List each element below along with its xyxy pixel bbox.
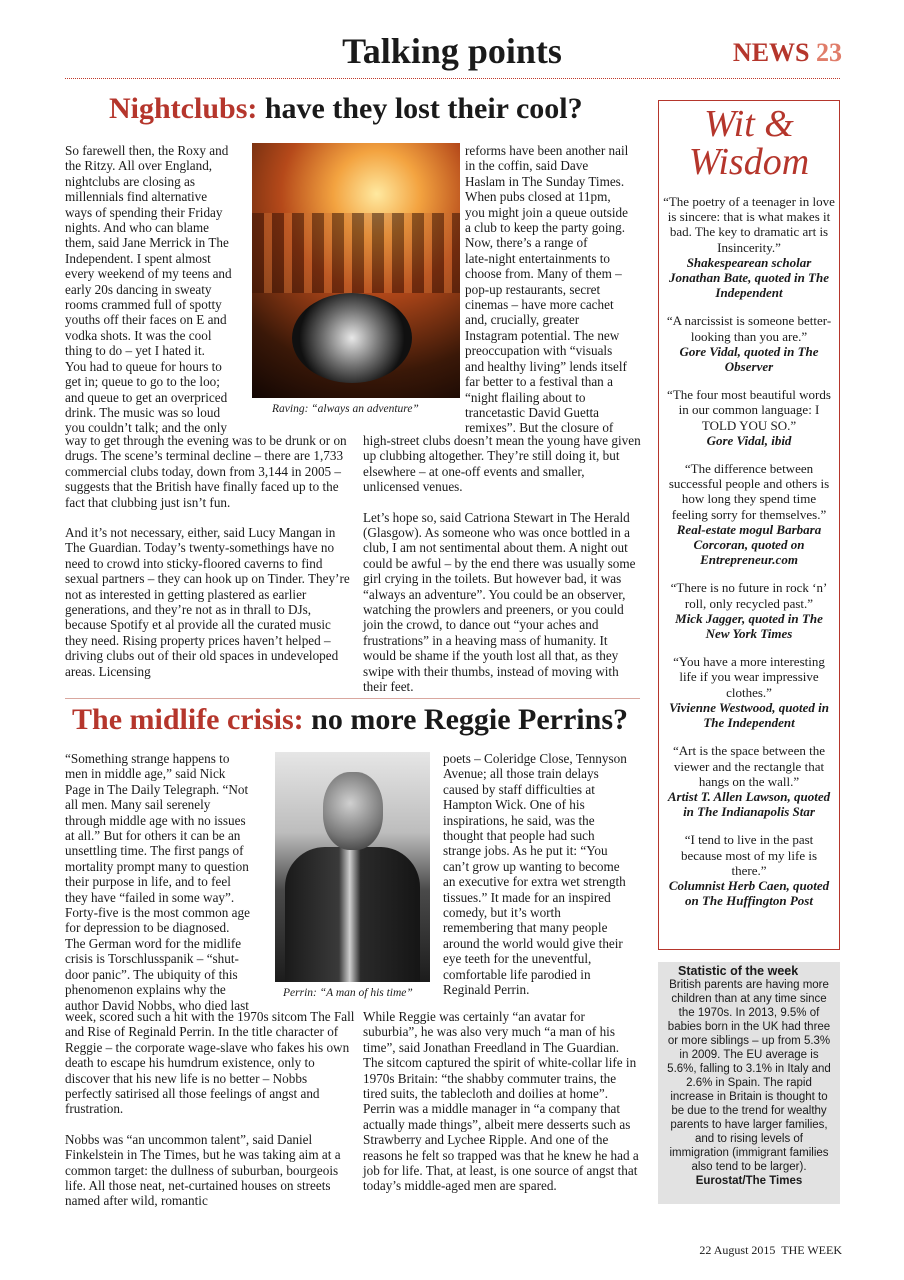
text-line: strange jobs. As he put it: “You [443,843,608,859]
text-line: When pubs closed at 11pm, [465,189,611,205]
statistic-box [658,962,840,1204]
quote-text: “The poetry of a teenager in love is sincere: that is what makes it bad. The key to dramatic art is Insincerity.” [663,194,835,255]
quote-item [659,743,839,819]
text-line: men in middle age,” said Nick [65,766,226,782]
article1-headline [109,92,583,126]
text-line: trancetastic David Guetta [465,404,600,420]
quote-text: “The four most beautiful words in our common language: I TOLD YOU SO.” [667,387,831,433]
quote-list [659,194,839,908]
text-line: eye teeth for the uneventful, [443,951,592,967]
quote-text: “A narcissist is someone better-looking than you are.” [666,313,832,344]
text-line: pop-up restaurants, secret [465,281,601,297]
quote-item [659,194,839,300]
quote-text: “I tend to live in the past because most of my life is there.” [680,832,818,878]
article2-headline [72,703,628,737]
text-line: poets – Coleridge Close, Tennyson [443,751,627,766]
quote-source: Gore Vidal, quoted in The Observer [679,343,819,375]
wit-title-line1: Wit & [704,103,794,145]
text-line: choose from. Many of them – [465,266,622,282]
page-title: Talking points [342,31,562,71]
article1-left-paragraph1: way to get through the evening was to be drunk or on drugs. The scene’s terminal decline – there are 1,733 commercial clubs today, down from 3,144 in 2005 – suggests that the British have finally faced up to the fact that clubbing just isn’t fun. [65,433,347,510]
text-line: late-night entertainments to [465,250,611,266]
text-line: them, said Jane Merrick in The [65,235,229,251]
footer-publication: THE WEEK [781,1243,842,1257]
quote-item [659,654,839,730]
quote-item [659,832,839,908]
article1-left-column [65,143,250,436]
text-line: The German word for the midlife [65,935,242,951]
statistic-title: Statistic of the week [678,964,799,978]
article2-headline-kicker: The midlife crisis: [72,703,304,736]
page-number: 23 [816,38,842,67]
article1-left-paragraph2: And it’s not necessary, either, said Lucy Mangan in The Guardian. Today’s twenty-somethings have no need to crowd into sticky-floored caverns to find sexual partners – they can hook up on Tinder. They’re not as interested in getting plastered as earlier generations, and they’re not as in thrall to DJs, because Spotify et al provide all the curated music they need. Rising property prices haven’t helped – driving clubs out of their old spaces in undeveloped areas. Licensing [65,525,350,679]
article2-left-paragraph2: Nobbs was “an uncommon talent”, said Daniel Finkelstein in The Times, but he was taking aim at a common target: the dullness of suburban, bourgeois life. All those neat, net-curtained houses on streets named after wild, romantic [65,1131,341,1209]
article1-right-body [363,433,641,710]
quote-item [659,580,839,641]
text-line: thing to do – yet I hated it. [65,343,205,359]
text-line: for depression to be diagnosed. [65,920,230,936]
text-line: Now, there’s a range of [465,235,588,251]
footer-date: 22 August 2015 [699,1243,776,1257]
text-line: and, crucially, greater [465,312,580,328]
nightclub-photo [252,143,460,398]
text-line: Instagram potential. The new [465,327,620,343]
section-label [733,38,842,68]
text-line: comedy, but it’s worth [443,905,561,921]
text-line: “Something strange happens to [65,751,230,766]
text-line: around the world would give their [443,935,623,951]
text-line: rooms crammed full of spotty [65,297,222,313]
text-line: in the coffin, said Dave [465,158,589,174]
text-line: a club to keep the party going. [465,220,626,236]
text-line: “night flailing about to [465,389,586,405]
text-line: youths off their faces on E and [65,312,227,328]
quote-text: “There is no future in rock ‘n’ roll, only recycled past.” [670,580,828,611]
reggie-perrin-photo [275,752,430,982]
text-line: they have “failed in some way”. [65,889,235,905]
text-line: caused by staff difficulties at [443,781,595,797]
text-line: thought that people had such [443,828,595,844]
text-line: ways of spending their Friday [65,204,223,220]
text-line: remixes”. But the closure of [465,420,614,436]
statistic-source: Eurostat/The Times [695,1175,803,1187]
text-line: and healthy living” lends itself [465,358,627,374]
text-line: Page in The Daily Telegraph. “Not [65,781,249,797]
text-line: through middle age with no issues [65,812,246,828]
text-line: their purpose in life, and to feel [65,874,231,890]
quote-source: Gore Vidal, ibid [706,432,792,448]
footer [699,1243,842,1258]
article2-left-column [65,751,275,1013]
text-line: get in; queue to go to the loo; [65,374,220,390]
text-line: all men. Many sail serenely [65,797,211,813]
text-line: reforms have been another nail [465,143,629,158]
text-line: mortality prompt many to question [65,858,249,874]
text-line: Haslam in The Sunday Times. [465,173,625,189]
text-line: drink. The music was so loud [65,404,221,420]
text-line: and queue to get an overpriced [65,389,228,405]
article1-left-body [65,433,350,694]
article2-right-paragraph1: While Reggie was certainly “an avatar for suburbia”, he was also very much “a man of his time”, said Jonathan Freedland in The Guardian. The sitcom captured the spirit of white-collar life in 1970s Britain: “the shabby commuter trains, the tired suits, the tablecloth and doilies at home”. Perrin was a middle manager in “a company that actually made things”, albeit mere desserts such as Strawberry and Lychee Ripple. And one of the reasons he felt so trapped was that he knew he had a job for life. That, at least, is one source of angst that today’s middle-aged men are spared. [363,1009,639,1194]
quote-item [659,387,839,448]
text-line: author David Nobbs, who died last [65,997,249,1013]
quote-source: Shakespearean scholar Jonathan Bate, quoted in The Independent [669,254,829,301]
text-line: door panic”. The ubiquity of this [65,966,238,982]
text-line: at all.” But for others it can be an [65,828,241,844]
text-line: crisis is Torschlusspanik – “shut- [65,951,239,967]
article1-right-column [465,143,640,436]
text-line: Hampton Wick. One of his [443,797,585,813]
text-line: nights. And who can blame [65,220,209,236]
quote-text: “You have a more interesting life if you wear impressive clothes.” [673,654,825,700]
text-line: vodka shots. It was the cool [65,327,212,343]
news-label: NEWS [732,38,810,67]
text-line: an executive for extra wet strength [443,874,626,890]
quote-text: “The difference between successful people and others is how long they spend time feeling sorry for themselves.” [668,461,830,522]
text-line: remembering that many people [443,920,608,936]
text-line: far better to a festival than a [465,374,613,390]
quote-source: Mick Jagger, quoted in The New York Times [675,610,823,642]
text-line: cinemas – have more cachet [465,297,614,313]
quote-item [659,313,839,374]
text-line: the Ritzy. All over England, [65,158,213,174]
text-line: tissues.” It made for an inspired [443,889,611,905]
text-line: Forty-five is the most common age [65,905,250,921]
article1-right-paragraph1: high-street clubs doesn’t mean the young have given up clubbing altogether. They’re still doing it, but elsewhere – at one-off events and smaller, unlicensed venues. [363,433,641,495]
text-line: unsettling time. The first pangs of [65,843,244,859]
text-line: Independent. I spent almost [65,250,211,266]
quote-item [659,461,839,567]
wit-and-wisdom-box [658,100,840,950]
text-line: you couldn’t talk; and the only [65,420,228,436]
text-line: nightclubs are closing as [65,173,196,189]
article2-left-paragraph1: week, scored such a hit with the 1970s sitcom The Fall and Rise of Reginald Perrin. In the title character of Reggie – the corporate wage-slave who fakes his own death to escape his humdrum existence, only to discover that his new life is no better – Nobbs perfectly satirised all those feelings of angst and frustration. [65,1009,355,1117]
text-line: inspirations, he said, was the [443,812,595,828]
text-line: comfortable life parodied in [443,966,591,982]
text-line: phenomenon explains why the [65,982,226,998]
quote-source: Columnist Herb Caen, quoted on The Huffington Post [668,877,830,909]
article2-right-body [363,1009,641,1209]
quote-source: Vivienne Westwood, quoted in The Independent [669,699,829,731]
article1-headline-kicker: Nightclubs: [109,92,258,125]
text-line: millennials find alternative [65,189,208,205]
text-line: can’t grow up wanting to become [443,858,620,874]
text-line: You had to queue for hours to [65,358,222,374]
text-line: So farewell then, the Roxy and [65,143,229,158]
quote-source: Artist T. Allen Lawson, quoted in The Indianapolis Star [667,788,831,820]
article2-right-column [443,751,641,998]
article2-left-body [65,1009,355,1224]
article2-headline-text: no more Reggie Perrins? [311,703,629,736]
text-line: you might join a queue outside [465,204,628,220]
article1-headline-text: have they lost their cool? [264,92,583,125]
statistic-body: British parents are having more children than at any time since the 1970s. In 2013, 9.5% of babies born in the UK had three or more siblings – up from 5.3% in 2009. The EU average is 5.6%, falling to 3.1% in Italy and 2.6% in Spain. The rapid increase in Britain is thought to be due to the trend for wealthy parents to have larger families, and to rising levels of immigration (immigrant families also tend to be larger). [667,979,831,1173]
article-divider [65,698,640,699]
wit-title-line2: Wisdom [688,141,810,183]
text-line: every weekend of my teens and [65,266,232,282]
wit-title [659,105,839,181]
article2-caption: Perrin: “A man of his time” [283,987,413,999]
text-line: Avenue; all those train delays [443,766,599,782]
text-line: early 20s dancing in sweaty [65,281,212,297]
quote-text: “Art is the space between the viewer and the rectangle that hangs on the wall.” [673,743,825,789]
article1-caption: Raving: “always an adventure” [272,403,419,415]
header-rule [65,78,840,79]
text-line: Reginald Perrin. [443,982,530,998]
article1-right-paragraph2: Let’s hope so, said Catriona Stewart in The Herald (Glasgow). As someone who was once bottled in a club, I am not sentimental about them. A night out could be awful – by the end there was usually some girl crying in the toilets. But however bad, it was “always an adventure”. You could be an observer, watching the prowlers and preeners, or you could join the crowd, to dance out “your aches and frustrations” in a heaving mass of humanity. It would be shame if the youth lost all that, as they swipe with their thumbs, instead of moving with their feet. [363,509,636,695]
quote-source: Real-estate mogul Barbara Corcoran, quoted on Entrepreneur.com [676,521,822,568]
text-line: preoccupation with “visuals [465,343,613,359]
